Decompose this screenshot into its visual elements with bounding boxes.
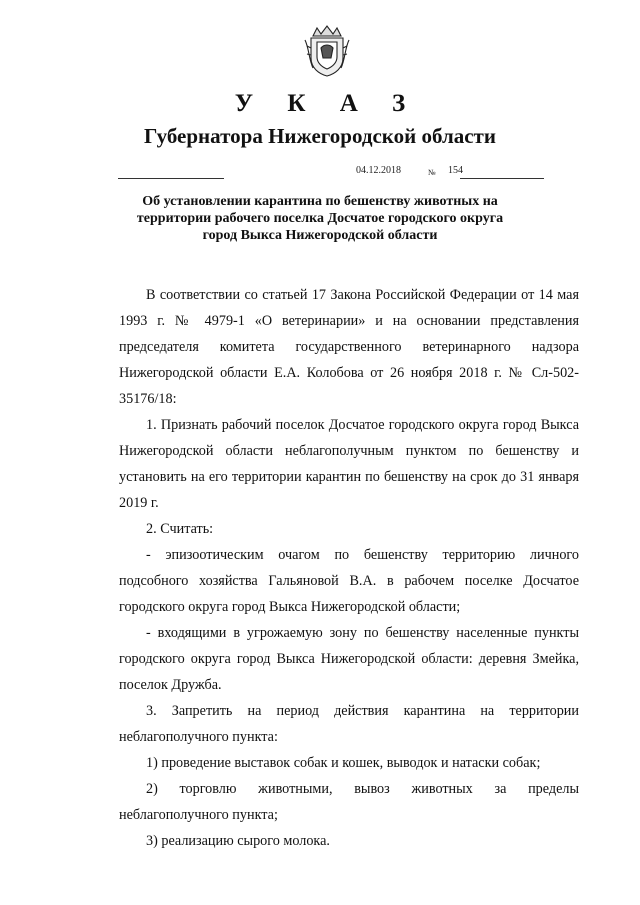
heading-line: город Выкса Нижегородской области	[202, 228, 438, 243]
paragraph-preamble: В соответствии со статьей 17 Закона Российской Федерации от 14 мая 1993 г. № 4979-1 «О ветеринарии» и на основании представления председателя комитета государственного ветеринарного надзора Нижегородской области Е.А. Колобова от 26 ноября 2018 г. № Сл-502-35176/18:	[119, 287, 579, 407]
paragraph-item-1: 1. Признать рабочий поселок Досчатое городского округа город Выкса Нижегородской области неблагополучным пунктом по бешенству и установить на его территории карантин по бешенству на срок до 31 января 2019 г.	[119, 417, 579, 511]
paragraph-item-2: 2. Считать:	[146, 521, 214, 537]
paragraph-item-2-focus: - эпизоотическим очагом по бешенству территорию личного подсобного хозяйства Гальяновой В.А. в рабочем поселке Досчатое городского округа город Выкса Нижегородской области;	[119, 547, 579, 615]
heading-line: территории рабочего поселка Досчатое городского округа	[136, 211, 504, 226]
decree-date: 04.12.2018	[356, 165, 401, 176]
paragraph-item-3: 3. Запретить на период действия карантина на территории неблагополучного пункта:	[119, 703, 579, 745]
decree-number: 154	[448, 165, 463, 176]
decree-subtitle: Губернатора Нижегородской области	[144, 124, 496, 148]
paragraph-item-3-1: 1) проведение выставок собак и кошек, выводок и натаски собак;	[146, 755, 541, 771]
blank-line-left	[118, 178, 224, 179]
paragraph-item-2-zone: - входящими в угрожаемую зону по бешенству населенные пункты городского округа город Выкса Нижегородской области: деревня Змейка, поселок Дружба.	[119, 625, 579, 693]
decree-title: У К А З	[234, 90, 420, 117]
number-underline	[460, 178, 544, 179]
number-label: №	[428, 168, 436, 177]
coat-of-arms-icon	[303, 22, 351, 78]
paragraph-item-3-2: 2) торговлю животными, вывоз животных за пределы неблагополучного пункта;	[119, 781, 579, 823]
decree-body	[119, 282, 579, 854]
paragraph-item-3-3: 3) реализацию сырого молока.	[146, 833, 330, 849]
decree-heading	[100, 193, 540, 244]
heading-line: Об установлении карантина по бешенству животных на	[142, 194, 498, 209]
